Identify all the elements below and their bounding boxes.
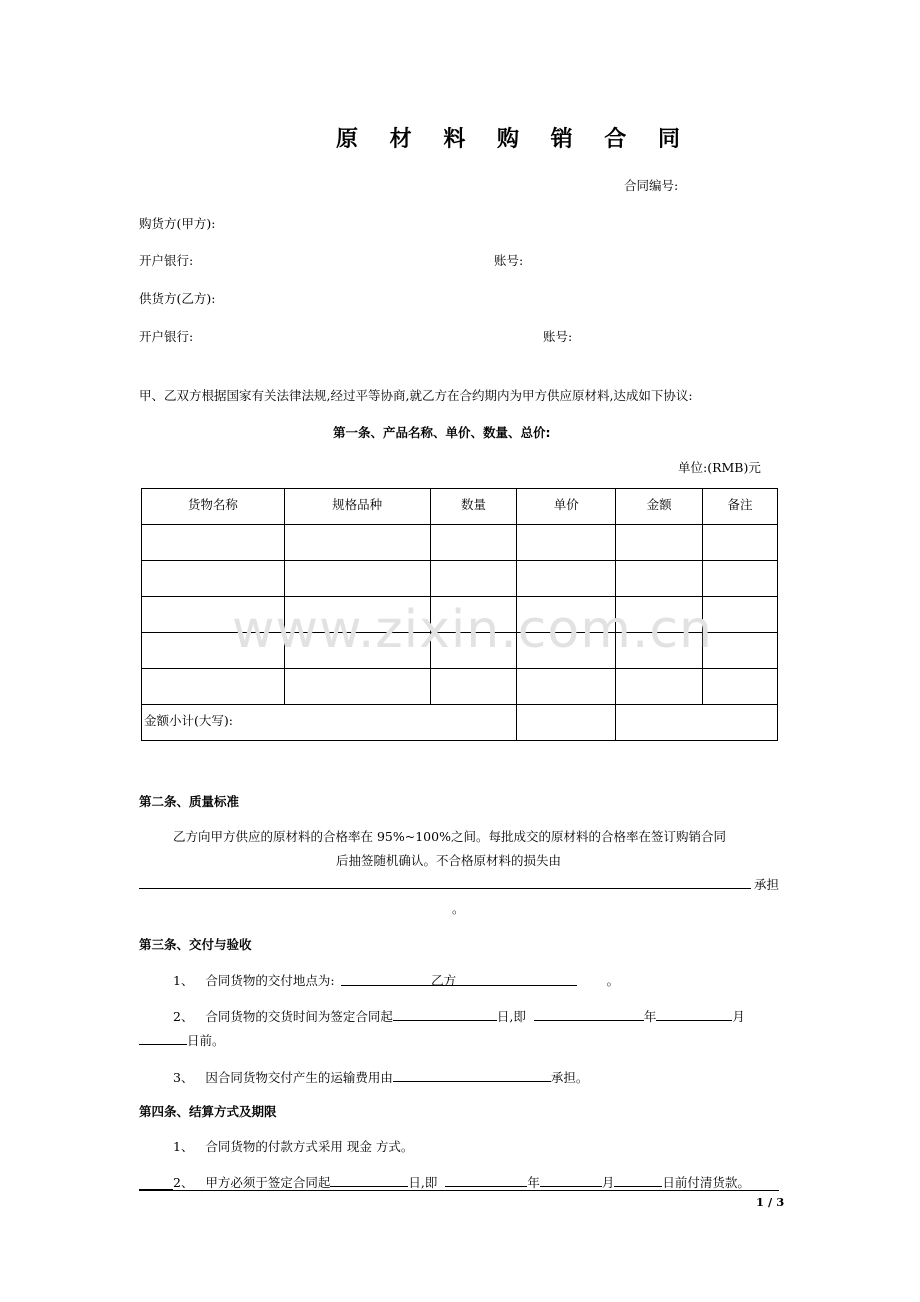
item-number: 1、 xyxy=(173,973,194,988)
item-text: 日,即 xyxy=(496,1009,526,1024)
seller-label: 供货方(乙方): xyxy=(139,291,216,306)
currency-unit-note: 单位:(RMB)元 xyxy=(678,460,761,475)
buyer-bank-label: 开户银行: xyxy=(139,253,194,268)
item-text: 合同货物的交付地点为: xyxy=(205,973,335,988)
payment-day-field[interactable] xyxy=(614,1172,662,1187)
subtotal-cell[interactable] xyxy=(616,705,778,741)
item-text: 日前。 xyxy=(187,1033,225,1048)
article2-bear: 承担 xyxy=(754,877,780,892)
item-number: 3、 xyxy=(173,1070,194,1085)
delivery-place-value: 乙方 xyxy=(431,973,457,988)
table-cell[interactable] xyxy=(430,561,517,597)
table-header-cell: 数量 xyxy=(430,489,517,525)
table-header-cell: 备注 xyxy=(703,489,778,525)
item-text: 日前付清货款。 xyxy=(662,1175,750,1190)
delivery-place-field[interactable] xyxy=(341,971,577,986)
article3-item1 xyxy=(173,971,619,989)
table-cell[interactable] xyxy=(703,561,778,597)
table-cell[interactable] xyxy=(616,561,703,597)
table-header-cell: 金额 xyxy=(616,489,703,525)
table-cell[interactable] xyxy=(284,525,430,561)
table-row xyxy=(142,525,778,561)
item-text: 年 xyxy=(527,1175,540,1190)
seller-bank-label: 开户银行: xyxy=(139,329,194,344)
table-header-cell: 规格品种 xyxy=(284,489,430,525)
subtotal-label: 金额小计(大写): xyxy=(142,705,517,741)
article2-line2: 后抽签随机确认。不合格原材料的损失由 xyxy=(336,853,562,868)
preamble: 甲、乙双方根据国家有关法律法规,经过平等协商,就乙方在合约期内为甲方供应原材料,达成如下协议: xyxy=(139,388,693,403)
item-number: 2、 xyxy=(173,1175,194,1190)
article3-item2-cont xyxy=(139,1030,225,1049)
item-text: 因合同货物交付产生的运输费用由 xyxy=(205,1070,393,1085)
table-cell[interactable] xyxy=(430,525,517,561)
table-header-cell: 单价 xyxy=(517,489,616,525)
table-cell[interactable] xyxy=(142,525,285,561)
footer-rule xyxy=(139,1190,779,1191)
item-end: 。 xyxy=(606,973,620,988)
freight-party-field[interactable] xyxy=(393,1067,551,1082)
payment-days-field[interactable] xyxy=(330,1172,408,1187)
table-cell[interactable] xyxy=(517,525,616,561)
article2-period: 。 xyxy=(452,901,465,916)
table-cell[interactable] xyxy=(430,669,517,705)
item-text: 合同货物的付款方式采用 现金 方式。 xyxy=(205,1139,414,1154)
table-cell[interactable] xyxy=(703,669,778,705)
day-field[interactable] xyxy=(139,1030,187,1045)
table-cell[interactable] xyxy=(284,669,430,705)
watermark: www.zixin.com.cn xyxy=(232,600,713,660)
item-number: 2、 xyxy=(173,1009,194,1024)
subtotal-cell[interactable] xyxy=(517,705,616,741)
payment-year-field[interactable] xyxy=(445,1172,527,1187)
table-cell[interactable] xyxy=(616,525,703,561)
item-text: 合同货物的交货时间为签定合同起 xyxy=(205,1009,393,1024)
table-row xyxy=(142,561,778,597)
buyer-account-label: 账号: xyxy=(494,253,524,268)
table-cell[interactable] xyxy=(703,633,778,669)
page-number: 1 / 3 xyxy=(756,1195,785,1209)
table-cell[interactable] xyxy=(284,561,430,597)
year-field[interactable] xyxy=(534,1006,644,1021)
table-cell[interactable] xyxy=(517,561,616,597)
buyer-label: 购货方(甲方): xyxy=(139,216,216,231)
contract-number-label: 合同编号: xyxy=(624,178,679,193)
table-header-row xyxy=(142,489,778,525)
subtotal-row xyxy=(142,705,778,741)
article2-heading: 第二条、质量标准 xyxy=(139,794,240,809)
item-text: 日,即 xyxy=(408,1175,438,1190)
payment-month-field[interactable] xyxy=(540,1172,602,1187)
table-row xyxy=(142,669,778,705)
item-text: 年 xyxy=(643,1009,657,1024)
table-cell[interactable] xyxy=(517,669,616,705)
item-text: 承担。 xyxy=(550,1070,589,1085)
article3-item3 xyxy=(173,1067,588,1086)
article4-item1 xyxy=(173,1137,413,1155)
item-text: 月 xyxy=(732,1009,745,1024)
table-cell[interactable] xyxy=(703,597,778,633)
article3-item2 xyxy=(173,1006,745,1025)
article3-heading: 第三条、交付与验收 xyxy=(139,937,252,952)
month-field[interactable] xyxy=(656,1006,732,1021)
table-cell[interactable] xyxy=(703,525,778,561)
item-number: 1、 xyxy=(173,1139,194,1154)
item-text: 甲方必须于签定合同起 xyxy=(205,1175,331,1190)
article4-heading: 第四条、结算方式及期限 xyxy=(139,1104,277,1119)
article1-heading: 第一条、产品名称、单价、数量、总价: xyxy=(333,425,551,440)
table-header-cell: 货物名称 xyxy=(142,489,285,525)
days-field[interactable] xyxy=(393,1006,497,1021)
item-text: 月 xyxy=(601,1175,615,1190)
seller-account-label: 账号: xyxy=(543,329,573,344)
document-title: 原 材 料 购 销 合 同 xyxy=(336,127,692,152)
article4-item2 xyxy=(173,1172,750,1191)
table-cell[interactable] xyxy=(142,561,285,597)
blank-line xyxy=(139,888,751,889)
table-cell[interactable] xyxy=(616,669,703,705)
article2-line1: 乙方向甲方供应的原材料的合格率在 95%~100%之间。每批成交的原材料的合格率在签订购销合同 xyxy=(173,829,726,844)
table-cell[interactable] xyxy=(142,669,285,705)
